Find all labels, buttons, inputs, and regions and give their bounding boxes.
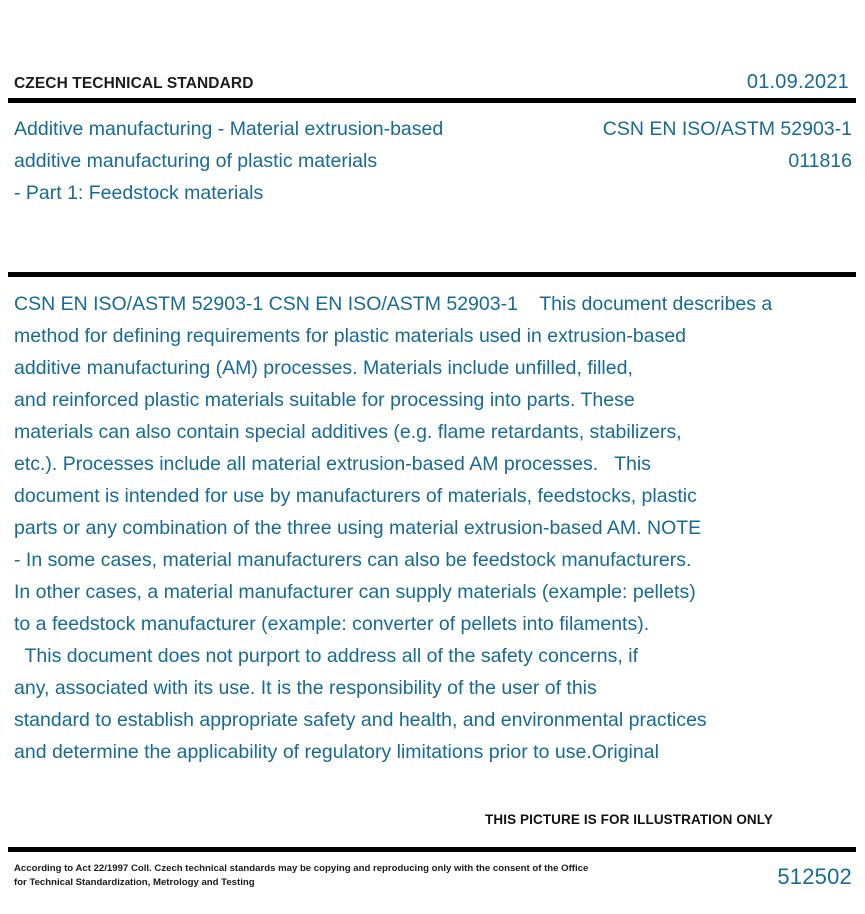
abstract-line: This document does not purport to address all of the safety concerns, if: [14, 645, 638, 667]
abstract-line: to a feedstock manufacturer (example: converter of pellets into filaments).: [14, 613, 650, 635]
abstract-line: In other cases, a material manufacturer can supply materials (example: pellets): [14, 581, 696, 603]
abstract-divider-rule: [8, 272, 856, 277]
document-footer: [14, 862, 852, 890]
abstract-line: method for defining requirements for plastic materials used in extrusion-based: [14, 325, 687, 347]
abstract-line: document is intended for use by manufacturers of materials, feedstocks, plastic: [14, 485, 697, 507]
abstract-line: standard to establish appropriate safety and health, and environmental practices: [14, 709, 707, 731]
abstract-line: and determine the applicability of regulatory limitations prior to use.Original: [14, 741, 659, 763]
abstract-text: [14, 288, 859, 768]
abstract-line: any, associated with its use. It is the responsibility of the user of this: [14, 677, 597, 699]
illustration-disclaimer: THIS PICTURE IS FOR ILLUSTRATION ONLY: [485, 812, 773, 827]
abstract-line: and reinforced plastic materials suitable for processing into parts. These: [14, 389, 635, 411]
order-code: 512502: [777, 864, 852, 889]
abstract-line: parts or any combination of the three using material extrusion-based AM. NOTE: [14, 517, 702, 539]
abstract-line: CSN EN ISO/ASTM 52903-1 CSN EN ISO/ASTM 52903-1 This document describes a: [14, 293, 773, 315]
standard-identifiers: [542, 113, 852, 177]
standard-title-line-2: additive manufacturing of plastic materials: [14, 150, 378, 172]
title-block: [14, 113, 852, 238]
copyright-notice-line-2: for Technical Standardization, Metrology and Testing: [14, 877, 255, 888]
document-header: [0, 71, 865, 97]
header-divider-rule: [8, 98, 856, 103]
standard-number: CSN EN ISO/ASTM 52903-1: [602, 118, 852, 140]
copyright-notice: [14, 862, 634, 890]
standard-title-line-1: Additive manufacturing - Material extrusion-based: [14, 118, 444, 140]
abstract-line: - In some cases, material manufacturers can also be feedstock manufacturers.: [14, 549, 692, 571]
abstract-line: additive manufacturing (AM) processes. Materials include unfilled, filled,: [14, 357, 633, 379]
classification-code: 011816: [788, 150, 852, 172]
abstract-line: etc.). Processes include all material extrusion-based AM processes. This: [14, 453, 651, 475]
document-kicker: CZECH TECHNICAL STANDARD: [14, 75, 254, 92]
copyright-notice-line-1: According to Act 22/1997 Coll. Czech technical standards may be copying and reproducing only with the consent of the Office: [14, 863, 589, 874]
abstract-line: materials can also contain special additives (e.g. flame retardants, stabilizers,: [14, 421, 682, 443]
standard-title-line-3: - Part 1: Feedstock materials: [14, 182, 264, 204]
publication-date: 01.09.2021: [746, 71, 849, 93]
footer-divider-rule: [8, 847, 856, 852]
standard-title: [14, 113, 524, 209]
